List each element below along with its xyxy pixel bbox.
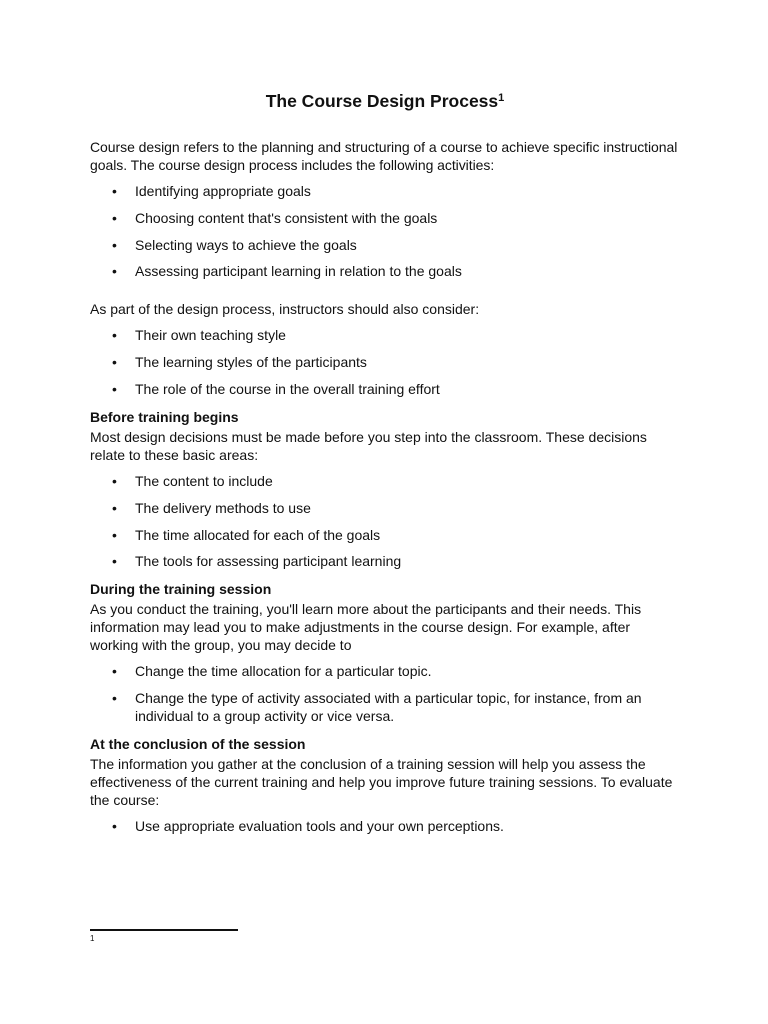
during-list	[90, 662, 680, 725]
list-item-text: Change the time allocation for a particular topic.	[135, 663, 432, 680]
bullet-icon: •	[112, 236, 117, 253]
bullet-icon: •	[112, 380, 117, 397]
intro-list	[90, 182, 680, 280]
list-item-text: Selecting ways to achieve the goals	[135, 236, 357, 253]
list-item-text: The learning styles of the participants	[135, 354, 367, 371]
section-heading-during: During the training session	[90, 581, 272, 598]
bullet-icon: •	[112, 526, 117, 543]
bullet-icon: •	[112, 327, 117, 344]
list-item	[90, 380, 680, 398]
list-item-text: The role of the course in the overall training effort	[135, 380, 440, 397]
bullet-icon: •	[112, 472, 117, 489]
bullet-icon: •	[112, 690, 117, 707]
list-item	[90, 236, 680, 254]
list-item	[90, 209, 680, 227]
list-item-text: Use appropriate evaluation tools and your own perceptions.	[135, 818, 504, 835]
before-paragraph: Most design decisions must be made before you step into the classroom. These decisions relate to these basic areas:	[90, 428, 647, 463]
list-item	[90, 552, 680, 570]
list-item	[90, 262, 680, 280]
bullet-icon: •	[112, 354, 117, 371]
list-item	[90, 526, 680, 544]
conclusion-paragraph: The information you gather at the conclusion of a training session will help you assess the effectiveness of the current training and help you improve future training sessions. To evaluate the course:	[90, 756, 673, 809]
section-heading-before: Before training begins	[90, 408, 239, 425]
document-body	[90, 88, 680, 844]
footnote-separator	[90, 929, 238, 931]
list-item	[90, 817, 680, 835]
title-footnote-ref[interactable]: 1	[498, 92, 505, 104]
list-item-text: Change the type of activity associated with a particular topic, for instance, from an individual to a group activity or vice versa.	[135, 690, 642, 725]
list-item-text: Identifying appropriate goals	[135, 183, 311, 199]
bullet-icon: •	[112, 663, 117, 680]
bullet-icon: •	[112, 209, 117, 226]
list-item	[90, 472, 680, 490]
intro-paragraph: Course design refers to the planning and structuring of a course to achieve specific instructional goals. The course design process includes the following activities:	[90, 139, 678, 173]
list-item-text: The content to include	[135, 472, 273, 489]
consider-list	[90, 326, 680, 398]
section-heading-conclusion: At the conclusion of the session	[90, 736, 306, 753]
list-item-text: Choosing content that's consistent with the goals	[135, 209, 438, 226]
bullet-icon: •	[112, 818, 117, 835]
list-item-text: Their own teaching style	[135, 327, 286, 344]
list-item	[90, 326, 680, 344]
list-item-text: The tools for assessing participant learning	[135, 553, 402, 570]
bullet-icon: •	[112, 499, 117, 516]
list-item-text: The time allocated for each of the goals	[135, 526, 381, 543]
bullet-icon: •	[112, 183, 117, 199]
during-paragraph: As you conduct the training, you'll learn more about the participants and their needs. This information may lead you to make adjustments in the course design. For example, after working with the group, you may decide to	[90, 601, 642, 654]
footnote-marker: 1	[90, 934, 95, 943]
conclusion-list	[90, 817, 680, 835]
list-item	[90, 499, 680, 517]
page-title-text: The Course Design Process	[265, 91, 499, 111]
page-title	[90, 88, 680, 114]
list-item	[90, 662, 680, 680]
bullet-icon: •	[112, 263, 117, 280]
before-list	[90, 472, 680, 570]
list-item-text: Assessing participant learning in relation to the goals	[135, 263, 462, 280]
bullet-icon: •	[112, 553, 117, 570]
list-item	[90, 689, 680, 725]
list-item	[90, 353, 680, 371]
list-item-text: The delivery methods to use	[135, 499, 311, 516]
list-item	[90, 182, 680, 200]
consider-paragraph: As part of the design process, instructors should also consider:	[90, 301, 480, 318]
